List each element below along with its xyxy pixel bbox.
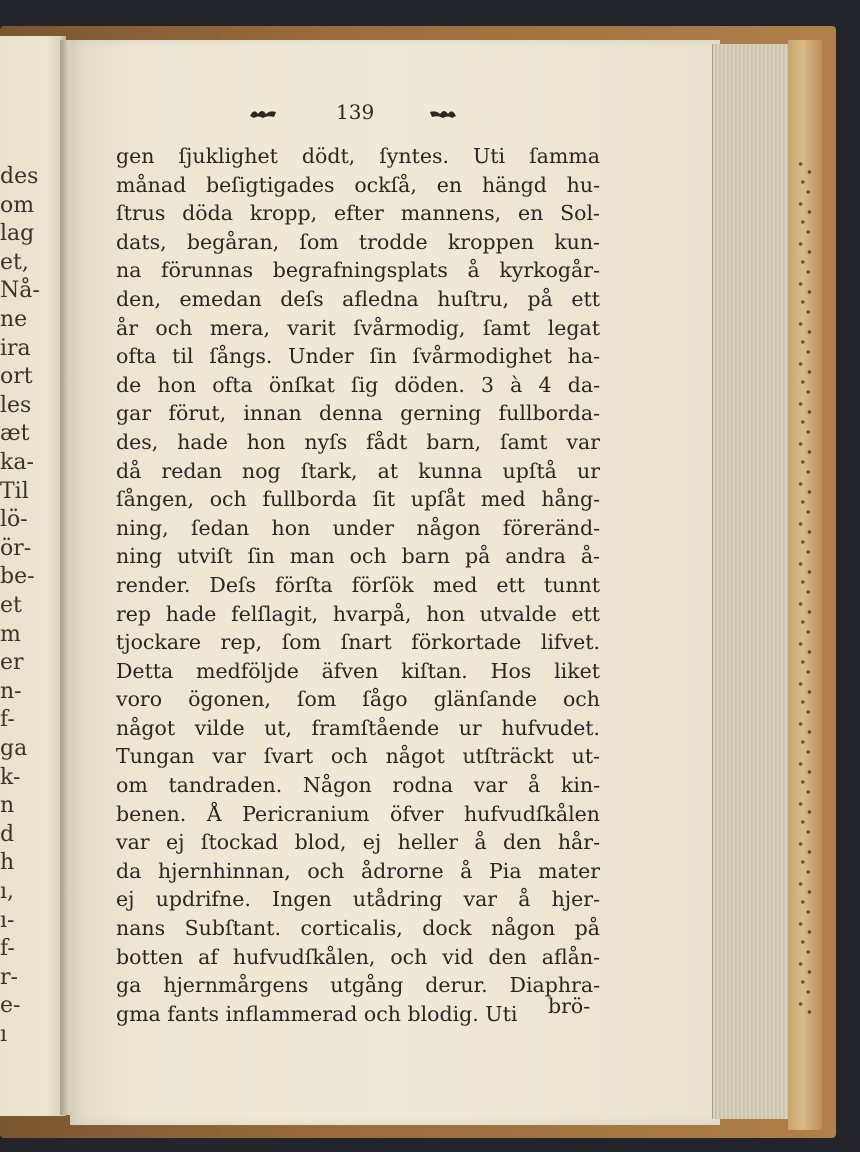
left-page-fragment: des [0, 164, 39, 189]
left-page-fragment: h [0, 850, 15, 876]
page-block-edges [712, 44, 795, 1119]
left-page-fragment: er [0, 650, 24, 676]
text-line: något vilde ut, framſtående ur hufvudet. [116, 715, 600, 740]
left-page-fragment: ka- [0, 450, 34, 475]
text-line: ning, ſedan hon under någon föreränd- [116, 515, 600, 540]
back-cover-board [788, 40, 822, 1130]
left-page-fragment: et [0, 593, 22, 618]
text-line: voro ögonen, ſom ſågo glänſande och [116, 687, 600, 712]
text-line: dats, begåran, ſom trodde kroppen kun- [116, 229, 600, 254]
left-page-fragment: Til [0, 478, 29, 504]
left-page-fragment: f- [0, 707, 15, 733]
left-page-fragment: ör- [0, 535, 32, 561]
left-page-fragment: ı [0, 1022, 8, 1047]
left-page-fragment: d [0, 821, 15, 847]
left-page-fragment: be- [0, 564, 35, 590]
text-line: då redan nog ſtark, at kunna upſtå ur [116, 458, 600, 483]
text-line: ſtrus döda kropp, efter mannens, en Sol- [116, 201, 600, 226]
left-ornament-icon [248, 106, 278, 120]
cover-specks [794, 160, 816, 1020]
text-line: var ej ſtockad blod, ej heller å den hår- [116, 830, 600, 855]
body-text [116, 142, 600, 1028]
text-line: rep hade felſlagit, hvarpå, hon utvalde ett [116, 601, 600, 626]
text-line: gen ſjuklighet dödt, ſyntes. Uti ſamma [116, 144, 600, 168]
left-page-fragment: ort [0, 364, 33, 390]
left-page-fragment: et, [0, 249, 29, 275]
catchword: brö- [548, 994, 591, 1018]
text-line: da hjernhinnan, och ådrorne å Pia mater [116, 858, 600, 883]
text-line: ga hjernmårgens utgång derur. Diaphra- [116, 973, 600, 998]
left-page-fragment: ı, [0, 879, 15, 904]
text-line: ſången, och fullborda ſit upſåt med hång- [116, 487, 600, 512]
text-line: nans Subſtant. corticalis, dock någon på [116, 916, 600, 941]
text-line: gma fants inflammerad och blodig. Uti [116, 1001, 518, 1026]
left-page-fragment: ı- [0, 907, 15, 933]
text-line: den, emedan deſs afledna huſtru, på ett [116, 286, 600, 311]
left-page-fragment: ga [0, 736, 28, 761]
text-line: des, hade hon nyſs fådt barn, ſamt var [116, 429, 600, 454]
left-page-fragment: ira [0, 335, 31, 361]
text-line: månad beſigtigades ockſå, en hängd hu- [116, 172, 600, 197]
text-line: år och mera, varit ſvårmodig, ſamt legat [116, 315, 600, 340]
left-page-fragment: æt [0, 421, 30, 447]
left-page-fragment: m [0, 621, 21, 647]
left-page-edge [0, 36, 66, 1116]
text-line: botten af hufvudſkålen, och vid den aflån- [116, 944, 600, 969]
left-page-fragment: f- [0, 936, 15, 962]
left-page-fragment: lö- [0, 507, 28, 533]
text-line: om tandraden. Någon rodna var å kin- [116, 773, 600, 798]
left-page-fragment: ne [0, 307, 28, 332]
page-number: 139 [336, 100, 375, 124]
left-page-fragment: lag [0, 221, 35, 247]
left-page-fragment: n- [0, 678, 22, 704]
left-page-fragment: e- [0, 993, 21, 1019]
left-page-fragment: les [0, 392, 32, 418]
left-page-fragment: n [0, 793, 15, 819]
left-page-fragment: Nå- [0, 278, 40, 304]
left-page-fragment: r- [0, 964, 18, 990]
text-line: ning utviſt ſin man och barn på andra å- [116, 544, 600, 569]
text-line: ej updrifne. Ingen utådring var å hjer- [116, 887, 600, 912]
text-line: na förunnas begrafningsplats å kyrkogår- [116, 258, 600, 283]
text-line: gar förut, innan denna gerning fullborda- [116, 401, 600, 426]
text-line: tjockare rep, ſom ſnart förkortade lifvet. [116, 630, 600, 655]
text-line: ofta til ſångs. Under ſin ſvårmodighet ha- [116, 344, 600, 369]
text-line: Tungan var ſvart och något utſträckt ut- [116, 744, 600, 769]
text-line: de hon ofta önſkat ſig döden. 3 à 4 da- [116, 372, 600, 397]
right-ornament-icon [428, 106, 458, 120]
page-header [248, 100, 488, 130]
text-line: render. Deſs förſta förſök med ett tunnt [116, 572, 600, 597]
left-page-fragment: om [0, 192, 35, 218]
text-line: benen. Å Pericranium öfver hufvudſkålen [116, 801, 600, 826]
text-line: Detta medföljde äfven kiſtan. Hos liket [116, 658, 600, 683]
left-page-fragment: k- [0, 764, 21, 790]
